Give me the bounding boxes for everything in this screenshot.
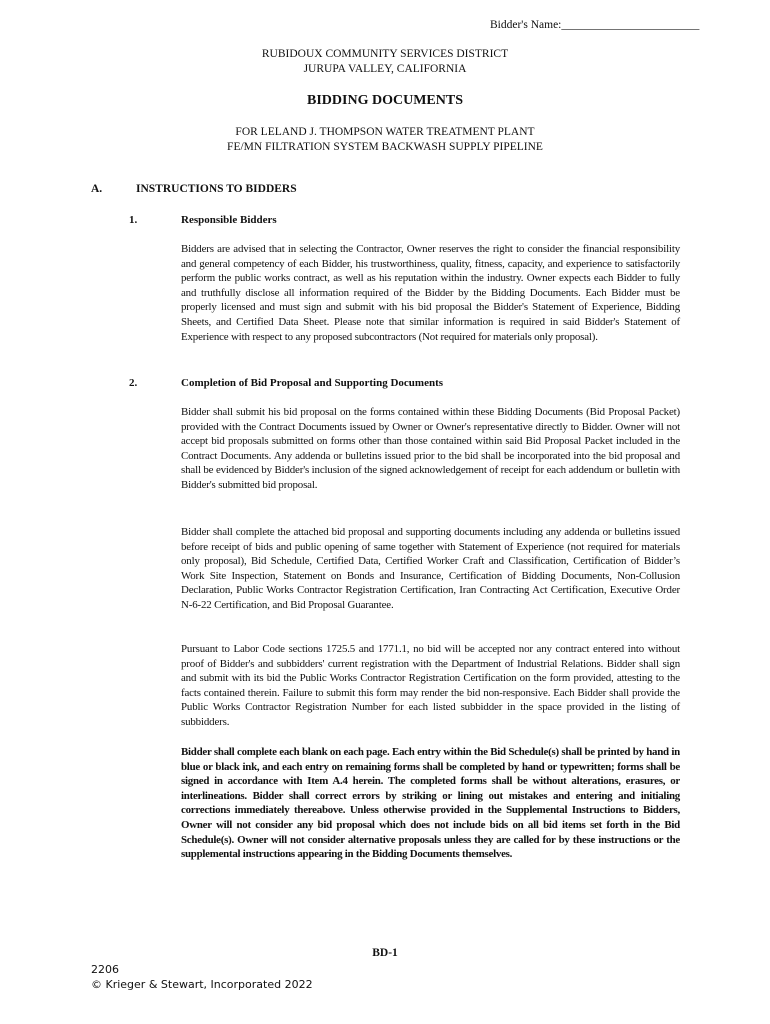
item-title: Responsible Bidders [181, 214, 277, 226]
project-line-2: FE/MN FILTRATION SYSTEM BACKWASH SUPPLY PIPELINE [227, 141, 543, 153]
section-number: A. [91, 183, 103, 195]
paragraph-labor-code: Pursuant to Labor Code sections 1725.5 and 1771.1, no bid will be accepted nor any contract entered into without proof of Bidder's and subbidders' current registration with the Department of Industrial Relations. Bidder shall sign and submit with its bid the Public Works Contractor Registration Certification on the form provided, attesting to the facts contained therein. Failure to submit this form may render the bid non-responsive. Each Bidder shall provide the Public Works Contractor Registration Number for each listed subbidder in the space provided in the listing of subbidders. [181, 643, 680, 728]
document-title: BIDDING DOCUMENTS [307, 93, 463, 108]
document-footer [91, 962, 313, 992]
bidders-name-field: Bidder's Name:________________________ [490, 19, 700, 31]
item-number: 1. [129, 214, 138, 226]
paragraph-completion-rules: Bidder shall complete each blank on each page. Each entry within the Bid Schedule(s) shall be printed by hand in blue or black ink, and each entry on remaining forms shall be completed by hand or typewritten; forms shall be signed in accordance with Item A.4 herein. The completed forms shall be without alterations, erasures, or interlineations. Bidder shall correct errors by striking or lining out mistakes and entering and initialing corrections immediately thereabove. Unless otherwise provided in the Supplemental Instructions to Bidders, Owner will not consider any bid proposal which does not include bids on all bid items set forth in the Bid Schedule(s). Owner will not consider alternative proposals unless they are called for by these instructions or the supplemental instructions appearing in the Bidding Documents themselves. [181, 746, 680, 861]
item-2-heading [129, 377, 444, 389]
item-number: 2. [129, 377, 138, 389]
district-name: RUBIDOUX COMMUNITY SERVICES DISTRICT [261, 48, 509, 60]
district-location: JURUPA VALLEY, CALIFORNIA [303, 63, 467, 75]
project-line-1: FOR LELAND J. THOMPSON WATER TREATMENT PLANT [235, 126, 535, 138]
item-1-heading [129, 214, 277, 226]
district-header [0, 47, 770, 77]
project-title [0, 125, 770, 155]
section-title: INSTRUCTIONS TO BIDDERS [136, 183, 297, 195]
paragraph-bid-proposal-forms: Bidder shall submit his bid proposal on the forms contained within these Bidding Documents (Bid Proposal Packet) provided with the Contract Documents issued by Owner or Owner's representative directly to Bidder. Owner will not accept bid proposals submitted on forms other than those contained within said Bid Proposal Packet included in the Contract Documents. Any addenda or bulletins issued prior to the bid shall be incorporated into the bid proposal and shall be evidenced by Bidder's inclusion of the signed acknowledgement of receipt for each addendum or bulletin with Bidder's submitted bid proposal. [181, 406, 680, 491]
paragraph-supporting-documents: Bidder shall complete the attached bid proposal and supporting documents including any addenda or bulletins issued before receipt of bids and public opening of same together with Statement of Experience (not required for materials only proposal), Bid Schedule, Certified Data, Certified Worker Craft and Classification, Certification of Bidder’s Work Site Inspection, Statement on Bonds and Insurance, Certification of Bidding Documents, Non-Collusion Declaration, Public Works Contractor Registration Certification, Iran Contracting Act Certification, Executive Order N-6-22 Certification, and Bid Proposal Guarantee. [181, 526, 680, 611]
page-number: BD-1 [372, 947, 398, 959]
paragraph-responsible-bidders: Bidders are advised that in selecting the Contractor, Owner reserves the right to consider the financial responsibility and general competency of each Bidder, his trustworthiness, quality, fitness, capacity, and experience to satisfactorily perform the public works contract, as well as his reputation within the industry. Owner expects each Bidder to fully and truthfully disclose all information required of the Bidder by the Bidding Documents. Each Bidder must be properly licensed and must sign and submit with his bid proposal the Bidder's Statement of Experience, Bidding Sheets, and Certified Data Sheet. Please note that similar information is required in said Bidder's Statement of Experience with respect to any proposed subcontractors (Not required for materials only proposal). [181, 243, 680, 343]
item-title: Completion of Bid Proposal and Supporting Documents [181, 377, 444, 389]
document-code: 2206 [91, 963, 119, 976]
copyright-notice: © Krieger & Stewart, Incorporated 2022 [91, 978, 313, 991]
